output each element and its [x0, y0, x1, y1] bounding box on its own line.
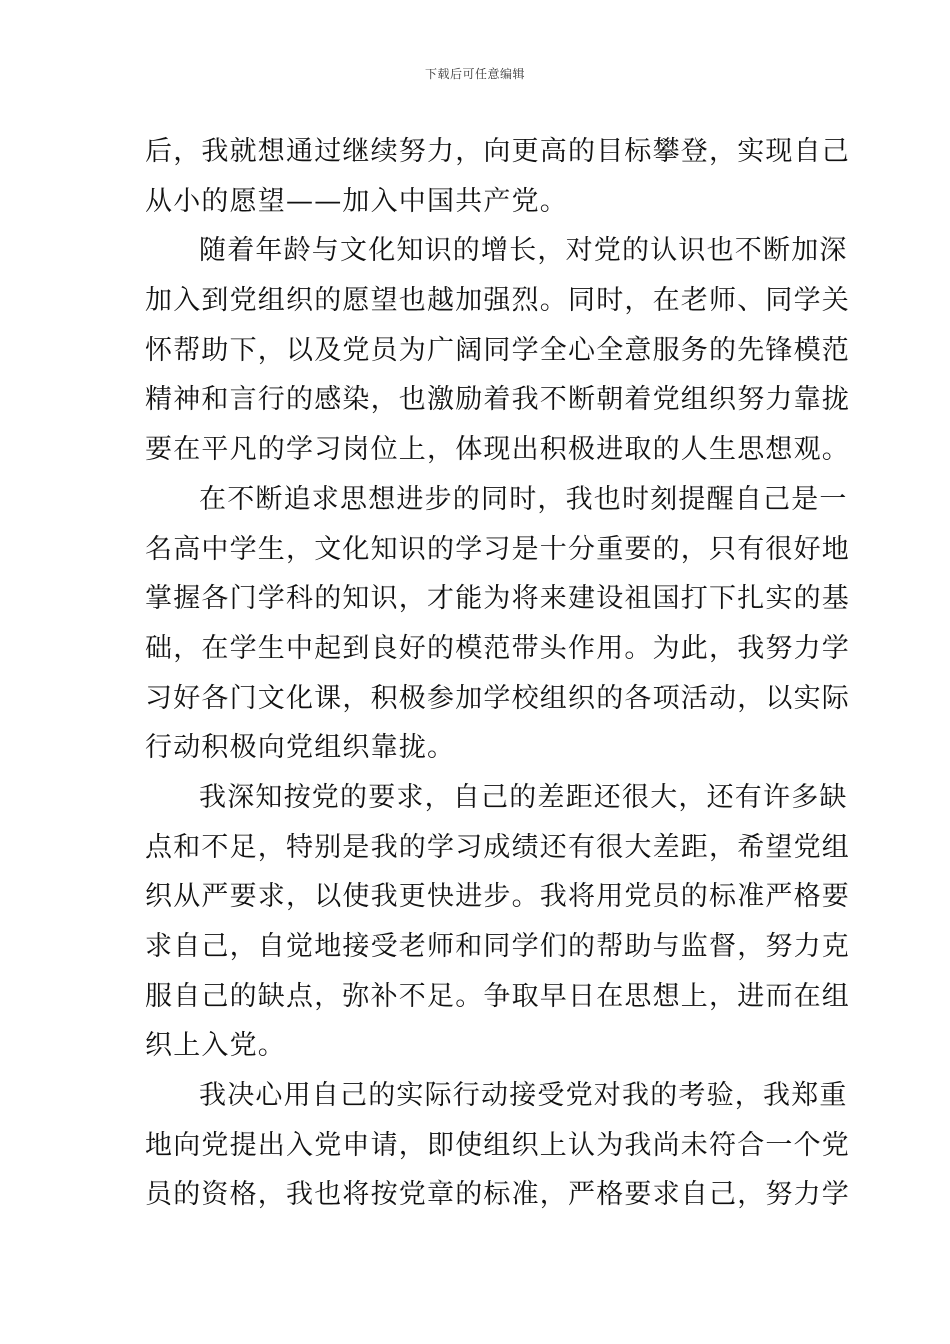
text-line: 行动积极向党组织靠拢。: [145, 732, 456, 764]
text-line: 点和不足，特别是我的学习成绩还有很大差距，希望党组: [145, 831, 850, 863]
text-line: 精神和言行的感染，也激励着我不断朝着党组织努力靠拢: [145, 384, 850, 416]
text-line: 习好各门文化课，积极参加学校组织的各项活动，以实际: [145, 682, 850, 714]
text-line: 织从严要求，以使我更快进步。我将用党员的标准严格要: [145, 881, 850, 913]
text-line: 地向党提出入党申请，即使组织上认为我尚未符合一个党: [145, 1129, 850, 1161]
text-line: 服自己的缺点，弥补不足。争取早日在思想上，进而在组: [145, 980, 850, 1012]
text-line: 加入到党组织的愿望也越加强烈。同时，在老师、同学关: [145, 285, 850, 317]
text-line: 在不断追求思想进步的同时，我也时刻提醒自己是一: [199, 483, 848, 515]
text-line: 后，我就想通过继续努力，向更高的目标攀登，实现自己: [145, 136, 850, 167]
text-line: 随着年龄与文化知识的增长，对党的认识也不断加深: [199, 235, 848, 267]
text-line: 础，在学生中起到良好的模范带头作用。为此，我努力学: [145, 632, 850, 664]
text-line: 名高中学生，文化知识的学习是十分重要的，只有很好地: [145, 533, 850, 565]
text-line: 掌握各门学科的知识，才能为将来建设祖国打下扎实的基: [145, 583, 850, 615]
text-line: 要在平凡的学习岗位上，体现出积极进取的人生思想观。: [145, 434, 850, 466]
header-note: 下载后可任意编辑: [424, 67, 525, 81]
text-line: 我深知按党的要求，自己的差距还很大，还有许多缺: [199, 781, 848, 813]
text-line: 求自己，自觉地接受老师和同学们的帮助与监督，努力克: [145, 931, 850, 962]
text-line: 我决心用自己的实际行动接受党对我的考验，我郑重: [199, 1080, 848, 1112]
text-line: 织上入党。: [145, 1030, 286, 1062]
body-text: [145, 127, 850, 1220]
text-line: 员的资格，我也将按党章的标准，严格要求自己，努力学: [145, 1179, 850, 1211]
text-line: 从小的愿望——加入中国共产党。: [145, 185, 568, 217]
text-line: 怀帮助下，以及党员为广阔同学全心全意服务的先锋模范: [145, 334, 850, 366]
